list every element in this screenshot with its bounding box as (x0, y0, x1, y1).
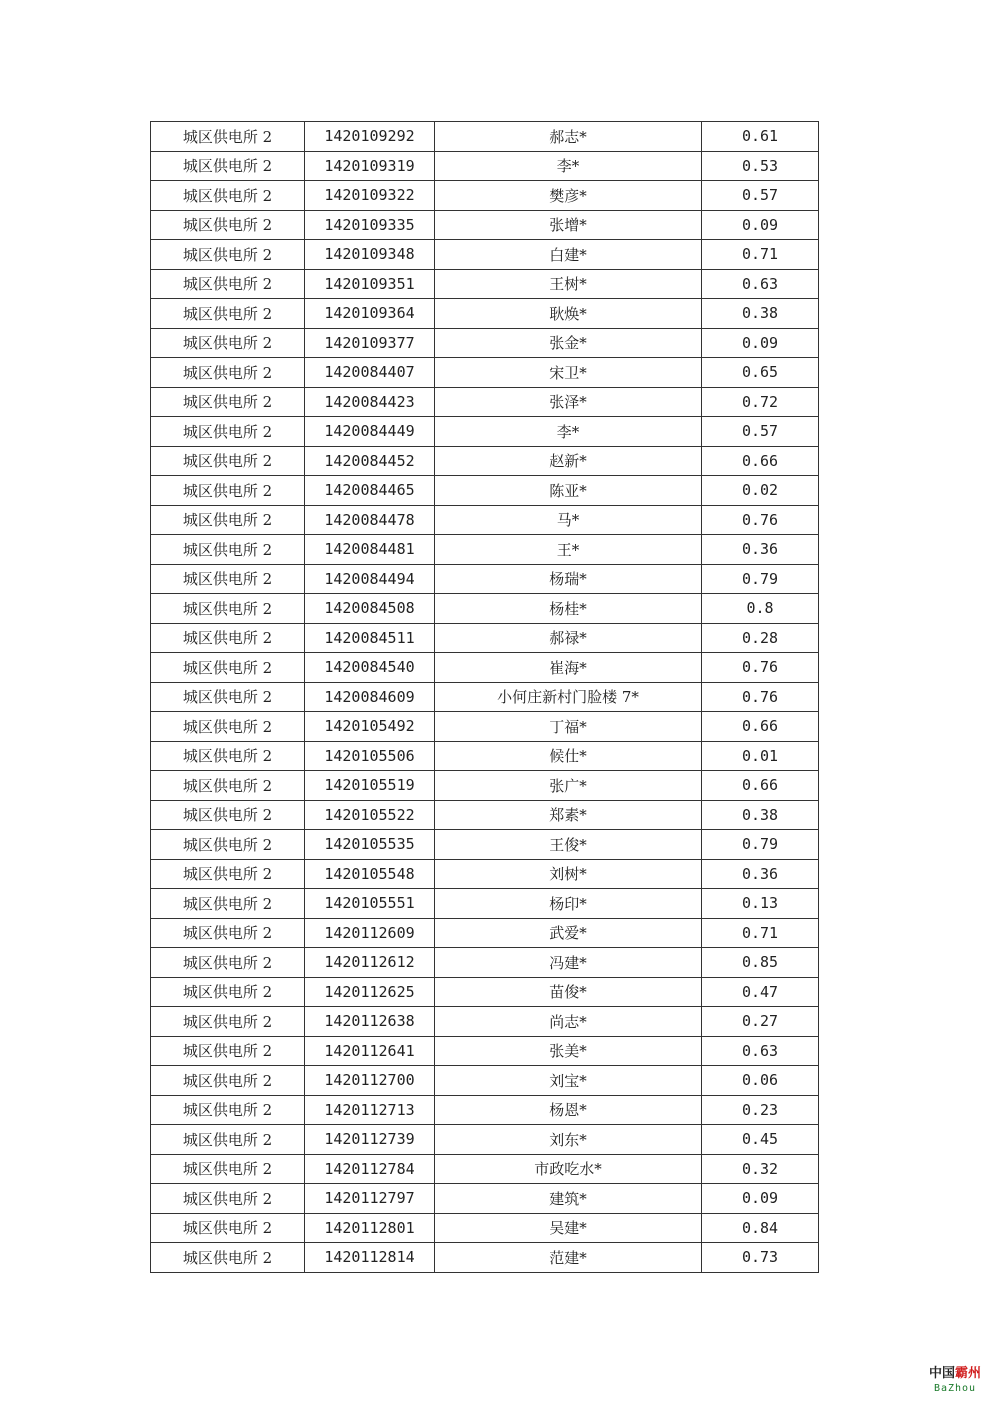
table-row (151, 240, 819, 270)
cell-station: 城区供电所 2 (151, 712, 305, 742)
cell-station: 城区供电所 2 (151, 918, 305, 948)
cell-station: 城区供电所 2 (151, 948, 305, 978)
cell-value: 0.66 (702, 771, 819, 801)
cell-station: 城区供电所 2 (151, 564, 305, 594)
cell-station: 城区供电所 2 (151, 505, 305, 535)
cell-customer-name: 刘树* (435, 859, 702, 889)
cell-value: 0.8 (702, 594, 819, 624)
cell-account-number: 1420112797 (305, 1184, 435, 1214)
table-row (151, 889, 819, 919)
table-row (151, 1036, 819, 1066)
cell-account-number: 1420109292 (305, 122, 435, 152)
cell-account-number: 1420105535 (305, 830, 435, 860)
cell-account-number: 1420109335 (305, 210, 435, 240)
table-row (151, 830, 819, 860)
cell-station: 城区供电所 2 (151, 682, 305, 712)
cell-value: 0.09 (702, 1184, 819, 1214)
table-row (151, 122, 819, 152)
cell-value: 0.63 (702, 269, 819, 299)
table-row (151, 446, 819, 476)
cell-customer-name: 张增* (435, 210, 702, 240)
cell-account-number: 1420112700 (305, 1066, 435, 1096)
table-row (151, 535, 819, 565)
cell-customer-name: 刘宝* (435, 1066, 702, 1096)
table-row (151, 653, 819, 683)
cell-account-number: 1420084481 (305, 535, 435, 565)
cell-customer-name: 郝禄* (435, 623, 702, 653)
cell-customer-name: 王俊* (435, 830, 702, 860)
cell-value: 0.36 (702, 535, 819, 565)
cell-station: 城区供电所 2 (151, 1184, 305, 1214)
table-row (151, 800, 819, 830)
table-row (151, 1066, 819, 1096)
table-row (151, 1243, 819, 1273)
cell-station: 城区供电所 2 (151, 977, 305, 1007)
cell-account-number: 1420109377 (305, 328, 435, 358)
table-row (151, 918, 819, 948)
table-row (151, 564, 819, 594)
cell-value: 0.79 (702, 830, 819, 860)
cell-value: 0.02 (702, 476, 819, 506)
cell-station: 城区供电所 2 (151, 446, 305, 476)
table-row (151, 859, 819, 889)
cell-account-number: 1420109322 (305, 181, 435, 211)
logo-text-zhongguo: 中国 (928, 1366, 955, 1381)
cell-station: 城区供电所 2 (151, 623, 305, 653)
cell-customer-name: 樊彦* (435, 181, 702, 211)
cell-account-number: 1420105548 (305, 859, 435, 889)
cell-value: 0.09 (702, 328, 819, 358)
cell-station: 城区供电所 2 (151, 1095, 305, 1125)
cell-account-number: 1420112739 (305, 1125, 435, 1155)
cell-customer-name: 崔海* (435, 653, 702, 683)
cell-customer-name: 武爱* (435, 918, 702, 948)
table-row (151, 623, 819, 653)
cell-station: 城区供电所 2 (151, 830, 305, 860)
cell-station: 城区供电所 2 (151, 269, 305, 299)
cell-customer-name: 冯建* (435, 948, 702, 978)
cell-account-number: 1420084508 (305, 594, 435, 624)
cell-value: 0.71 (702, 918, 819, 948)
cell-customer-name: 苗俊* (435, 977, 702, 1007)
cell-customer-name: 耿焕* (435, 299, 702, 329)
cell-value: 0.45 (702, 1125, 819, 1155)
cell-account-number: 1420084609 (305, 682, 435, 712)
cell-value: 0.53 (702, 151, 819, 181)
cell-customer-name: 杨印* (435, 889, 702, 919)
cell-account-number: 1420112814 (305, 1243, 435, 1273)
cell-station: 城区供电所 2 (151, 859, 305, 889)
table-row (151, 1184, 819, 1214)
cell-customer-name: 赵新* (435, 446, 702, 476)
cell-customer-name: 李* (435, 417, 702, 447)
cell-customer-name: 杨桂* (435, 594, 702, 624)
cell-station: 城区供电所 2 (151, 122, 305, 152)
cell-value: 0.09 (702, 210, 819, 240)
cell-customer-name: 张泽* (435, 387, 702, 417)
cell-account-number: 1420105492 (305, 712, 435, 742)
cell-value: 0.13 (702, 889, 819, 919)
table-row (151, 948, 819, 978)
logo-chinese (924, 1367, 986, 1380)
cell-customer-name: 小何庄新村门脸楼 7* (435, 682, 702, 712)
cell-station: 城区供电所 2 (151, 328, 305, 358)
site-logo (924, 1367, 986, 1399)
cell-station: 城区供电所 2 (151, 653, 305, 683)
cell-customer-name: 刘东* (435, 1125, 702, 1155)
table-row (151, 1007, 819, 1037)
cell-value: 0.73 (702, 1243, 819, 1273)
cell-account-number: 1420084423 (305, 387, 435, 417)
cell-station: 城区供电所 2 (151, 741, 305, 771)
cell-account-number: 1420084465 (305, 476, 435, 506)
table-row (151, 1213, 819, 1243)
cell-customer-name: 郝志* (435, 122, 702, 152)
cell-customer-name: 丁福* (435, 712, 702, 742)
cell-station: 城区供电所 2 (151, 417, 305, 447)
table-row (151, 269, 819, 299)
cell-account-number: 1420084449 (305, 417, 435, 447)
cell-account-number: 1420084478 (305, 505, 435, 535)
cell-account-number: 1420112784 (305, 1154, 435, 1184)
cell-station: 城区供电所 2 (151, 1066, 305, 1096)
table-row (151, 358, 819, 388)
cell-customer-name: 范建* (435, 1243, 702, 1273)
cell-account-number: 1420109351 (305, 269, 435, 299)
table-row (151, 1154, 819, 1184)
cell-station: 城区供电所 2 (151, 387, 305, 417)
table-row (151, 476, 819, 506)
cell-value: 0.63 (702, 1036, 819, 1066)
cell-customer-name: 王树* (435, 269, 702, 299)
cell-account-number: 1420105551 (305, 889, 435, 919)
cell-account-number: 1420109348 (305, 240, 435, 270)
cell-account-number: 1420112801 (305, 1213, 435, 1243)
cell-value: 0.85 (702, 948, 819, 978)
cell-station: 城区供电所 2 (151, 800, 305, 830)
cell-account-number: 1420112713 (305, 1095, 435, 1125)
cell-account-number: 1420112609 (305, 918, 435, 948)
cell-value: 0.66 (702, 712, 819, 742)
cell-value: 0.57 (702, 417, 819, 447)
table-row (151, 1095, 819, 1125)
cell-station: 城区供电所 2 (151, 535, 305, 565)
table-row (151, 594, 819, 624)
cell-customer-name: 杨瑞* (435, 564, 702, 594)
table-row (151, 387, 819, 417)
cell-customer-name: 尚志* (435, 1007, 702, 1037)
cell-station: 城区供电所 2 (151, 1125, 305, 1155)
cell-customer-name: 陈亚* (435, 476, 702, 506)
table-row (151, 151, 819, 181)
cell-station: 城区供电所 2 (151, 476, 305, 506)
cell-value: 0.38 (702, 800, 819, 830)
table-row (151, 1125, 819, 1155)
cell-account-number: 1420084452 (305, 446, 435, 476)
cell-value: 0.23 (702, 1095, 819, 1125)
cell-account-number: 1420105506 (305, 741, 435, 771)
cell-station: 城区供电所 2 (151, 240, 305, 270)
cell-customer-name: 建筑* (435, 1184, 702, 1214)
cell-station: 城区供电所 2 (151, 1154, 305, 1184)
table-row (151, 299, 819, 329)
cell-value: 0.38 (702, 299, 819, 329)
cell-customer-name: 王* (435, 535, 702, 565)
cell-value: 0.76 (702, 505, 819, 535)
cell-account-number: 1420109319 (305, 151, 435, 181)
cell-value: 0.61 (702, 122, 819, 152)
cell-account-number: 1420084494 (305, 564, 435, 594)
cell-customer-name: 吴建* (435, 1213, 702, 1243)
cell-account-number: 1420109364 (305, 299, 435, 329)
cell-station: 城区供电所 2 (151, 594, 305, 624)
table-row (151, 741, 819, 771)
cell-value: 0.27 (702, 1007, 819, 1037)
cell-station: 城区供电所 2 (151, 1213, 305, 1243)
cell-value: 0.79 (702, 564, 819, 594)
cell-account-number: 1420112612 (305, 948, 435, 978)
cell-account-number: 1420084407 (305, 358, 435, 388)
cell-station: 城区供电所 2 (151, 1036, 305, 1066)
cell-account-number: 1420112641 (305, 1036, 435, 1066)
cell-station: 城区供电所 2 (151, 151, 305, 181)
cell-station: 城区供电所 2 (151, 1007, 305, 1037)
cell-customer-name: 宋卫* (435, 358, 702, 388)
cell-account-number: 1420084540 (305, 653, 435, 683)
table-row (151, 328, 819, 358)
cell-station: 城区供电所 2 (151, 771, 305, 801)
table-row (151, 417, 819, 447)
cell-station: 城区供电所 2 (151, 299, 305, 329)
data-table (150, 121, 819, 1273)
cell-customer-name: 杨恩* (435, 1095, 702, 1125)
cell-customer-name: 市政吃水* (435, 1154, 702, 1184)
cell-value: 0.32 (702, 1154, 819, 1184)
cell-value: 0.84 (702, 1213, 819, 1243)
cell-value: 0.36 (702, 859, 819, 889)
cell-value: 0.01 (702, 741, 819, 771)
cell-customer-name: 郑素* (435, 800, 702, 830)
cell-station: 城区供电所 2 (151, 889, 305, 919)
cell-value: 0.76 (702, 682, 819, 712)
cell-value: 0.57 (702, 181, 819, 211)
cell-value: 0.71 (702, 240, 819, 270)
cell-station: 城区供电所 2 (151, 1243, 305, 1273)
cell-account-number: 1420112638 (305, 1007, 435, 1037)
table-row (151, 771, 819, 801)
cell-customer-name: 候仕* (435, 741, 702, 771)
cell-station: 城区供电所 2 (151, 358, 305, 388)
logo-english: BaZhou (933, 1383, 977, 1394)
cell-customer-name: 李* (435, 151, 702, 181)
table-row (151, 181, 819, 211)
cell-customer-name: 马* (435, 505, 702, 535)
cell-value: 0.72 (702, 387, 819, 417)
cell-station: 城区供电所 2 (151, 210, 305, 240)
cell-account-number: 1420112625 (305, 977, 435, 1007)
cell-customer-name: 张美* (435, 1036, 702, 1066)
logo-text-bazhou: 霸州 (955, 1366, 982, 1381)
table-row (151, 682, 819, 712)
table-body (151, 122, 819, 1273)
table-row (151, 505, 819, 535)
table-row (151, 712, 819, 742)
cell-customer-name: 张广* (435, 771, 702, 801)
cell-account-number: 1420084511 (305, 623, 435, 653)
cell-value: 0.76 (702, 653, 819, 683)
cell-value: 0.06 (702, 1066, 819, 1096)
table-row (151, 977, 819, 1007)
cell-station: 城区供电所 2 (151, 181, 305, 211)
cell-value: 0.28 (702, 623, 819, 653)
cell-account-number: 1420105522 (305, 800, 435, 830)
cell-customer-name: 白建* (435, 240, 702, 270)
table-row (151, 210, 819, 240)
cell-account-number: 1420105519 (305, 771, 435, 801)
cell-customer-name: 张金* (435, 328, 702, 358)
cell-value: 0.65 (702, 358, 819, 388)
cell-value: 0.66 (702, 446, 819, 476)
cell-value: 0.47 (702, 977, 819, 1007)
